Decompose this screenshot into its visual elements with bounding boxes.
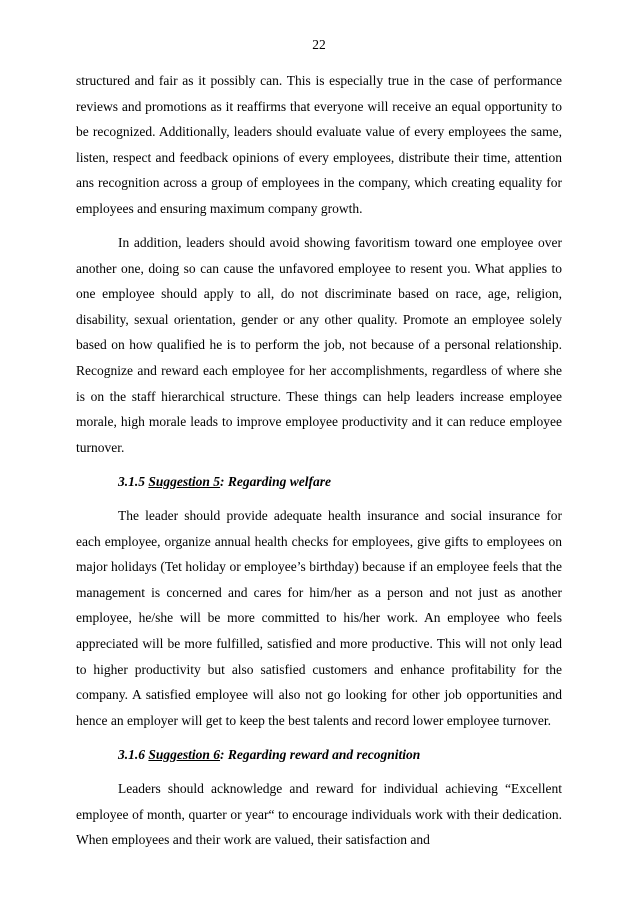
paragraph-reward-recognition: Leaders should acknowledge and reward for individual achieving “Excellent employee of month, quarter or year“ to encourage individuals work with their dedication. When employees and their work are valued, their satisfaction and [76, 780, 562, 848]
paragraph-favoritism: In addition, leaders should avoid showing favoritism toward one employee over another one, doing so can cause the unfavored employee to resent you. What applies to one employee should apply to all, do not discriminate based on race, age, religion, disability, sexual orientation, gender or any other quality. Promote an employee solely based on how qualified he is to perform the job, not because of a personal relationship. Recognize and reward each employee for her accomplishments, regardless of where she is on the staff hierarchical structure. These things can help leaders increase employee morale, high morale leads to improve employee productivity and it can reduce employee turnover. [76, 235, 562, 455]
section-title: : Regarding welfare [220, 473, 332, 489]
section-suggestion-label: Suggestion 6 [148, 746, 221, 762]
page-number: 22 [312, 37, 326, 52]
section-heading-3-1-5 [76, 469, 562, 495]
paragraph-welfare: The leader should provide adequate health insurance and social insurance for each employee, organize annual health checks for employees, give gifts to employees on major holidays (Tet holiday or employee’s birthday) because if an employee feels that the management is concerned and cares for him/her as a person and not just as another employee, he/she will be more committed to his/her work. An employee who feels appreciated will be more fulfilled, satisfied and more productive. This will not only lead to higher productivity but also satisfied customers and enhance profitability for the company. A satisfied employee will also not go looking for other job opportunities and hence an employer will get to keep the best talents and record lower employee turnover. [76, 508, 562, 728]
section-title: : Regarding reward and recognition [220, 746, 421, 762]
section-number: 3.1.6 [118, 746, 145, 762]
section-number: 3.1.5 [118, 473, 145, 489]
paragraph-fairness-continued: structured and fair as it possibly can. This is especially true in the case of performance reviews and promotions as it reaffirms that everyone will receive an equal opportunity to be recognized. Additionally, leaders should evaluate value of every employees the same, listen, respect and feedback opinions of every employees, distribute their time, attention ans recognition across a group of employees in the company, which creating equality for employees and ensuring maximum company growth. [76, 73, 562, 216]
section-suggestion-label: Suggestion 5 [148, 473, 221, 489]
section-heading-3-1-6 [76, 742, 562, 768]
body-text [76, 68, 562, 861]
